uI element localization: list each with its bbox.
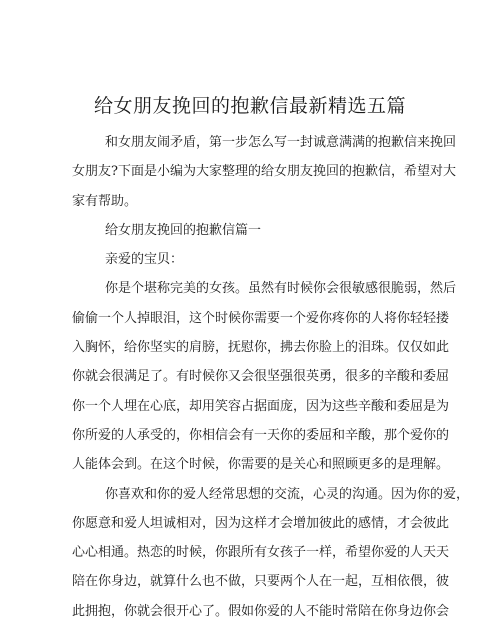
document-body xyxy=(72,128,470,626)
paragraph-line: 此拥抱，你就会很开心了。假如你爱的人不能时常陪在你身边你会 xyxy=(72,603,450,619)
paragraph-line: 入胸怀，给你坚实的肩膀，抚慰你，拂去你脸上的泪珠。仅仅如此 xyxy=(72,340,450,356)
paragraph-line: 心心相通。热恋的时候，你跟所有女孩子一样，希望你爱的人天天 xyxy=(72,545,450,561)
paragraph-line: 你愿意和爱人坦诚相对，因为这样才会增加彼此的感情，才会彼此 xyxy=(72,515,450,531)
paragraph-line: 你喜欢和你的爱人经常思想的交流，心灵的沟通。因为你的爱， xyxy=(105,486,470,502)
paragraph-line: 你是个堪称完美的女孩。虽然有时候你会很敏感很脆弱，然后 xyxy=(105,281,457,297)
paragraph-line: 女朋友?下面是小编为大家整理的给女朋友挽回的抱歉信，希望对大 xyxy=(72,164,456,180)
paragraph-line: 陪在你身边，就算什么也不做，只要两个人在一起，互相依偎，彼 xyxy=(72,574,450,590)
paragraph-line: 你所爱的人承受的，你相信会有一天你的委屈和辛酸，那个爱你的 xyxy=(72,427,450,443)
paragraph-line: 你就会很满足了。有时候你又会很坚强很英勇，很多的辛酸和委屈 xyxy=(72,369,450,385)
paragraph-line: 你一个人埋在心底，却用笑容占据面庞，因为这些辛酸和委屈是为 xyxy=(72,398,450,414)
paragraph-line: 偷偷一个人掉眼泪，这个时候你需要一个爱你疼你的人将你轻轻搂 xyxy=(72,310,450,326)
paragraph-line: 和女朋友闹矛盾，第一步怎么写一封诚意满满的抱歉信来挽回 xyxy=(105,135,457,150)
paragraph-line: 亲爱的宝贝： xyxy=(105,252,184,268)
paragraph-line: 给女朋友挽回的抱歉信篇一 xyxy=(105,222,262,238)
document-title: 给女朋友挽回的抱歉信最新精选五篇 xyxy=(93,95,406,117)
paragraph-line: 人能体会到。在这个时候，你需要的是关心和照顾更多的是理解。 xyxy=(72,457,450,473)
paragraph-line: 家有帮助。 xyxy=(72,193,138,209)
